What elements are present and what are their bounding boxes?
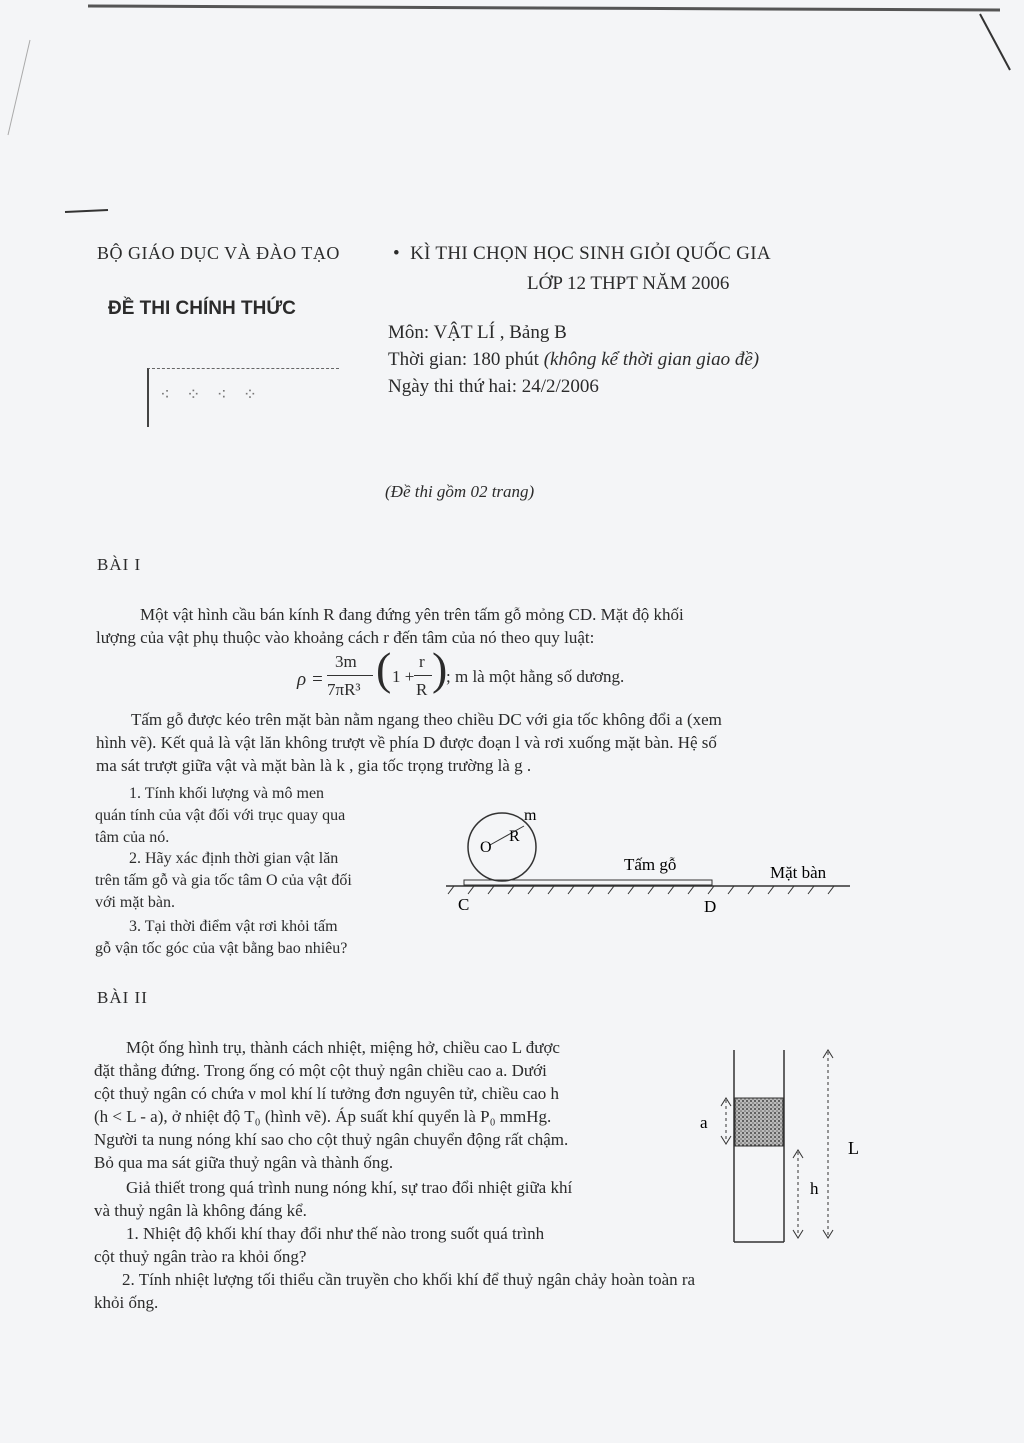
subject-line: Môn: VẬT LÍ , Bảng B [388, 322, 567, 343]
figure-tube [690, 1040, 880, 1250]
problem1-title: BÀI I [97, 555, 142, 574]
official-exam-label: ĐỀ THI CHÍNH THỨC [108, 298, 296, 319]
time-text: Thời gian: 180 phút [388, 349, 539, 370]
label-table: Mặt bàn [770, 863, 827, 882]
label-D: D [704, 897, 717, 916]
problem1-intro-line: Một vật hình cầu bán kính R đang đứng yên trên tấm gỗ mỏng CD. Mặt độ khối [140, 605, 684, 624]
question-line: cột thuỷ ngân trào ra khỏi ống? [94, 1247, 307, 1266]
problem2-question-1 [94, 1222, 544, 1268]
label-C: C [458, 895, 470, 914]
question-line: 3. Tại thời điểm vật rơi khỏi tấm [129, 918, 338, 935]
problem2-title: BÀI II [97, 988, 148, 1007]
formula-close-paren: ) [432, 643, 448, 694]
exam-date: Ngày thi thứ hai: 24/2/2006 [388, 376, 599, 397]
problem1-question-2 [95, 848, 352, 914]
exam-title-line-2: LỚP 12 THPT NĂM 2006 [527, 273, 730, 294]
problem2-line: Giả thiết trong quá trình nung nóng khí, sự trao đổi nhiệt giữa khí [126, 1178, 573, 1197]
question-line: 1. Tính khối lượng và mô men [129, 785, 325, 802]
mercury-column [735, 1098, 783, 1146]
table-hatching [448, 886, 834, 894]
formula-fraction-bar [327, 675, 373, 676]
question-line: với mặt bàn. [95, 894, 175, 911]
label-R: R [509, 828, 520, 845]
formula-open-paren: ( [376, 643, 392, 694]
exam-title-text: KÌ THI CHỌN HỌC SINH GIỎI QUỐC GIA [410, 243, 771, 264]
question-line: quán tính của vật đối với trục quay qua [95, 807, 346, 824]
label-m: m [524, 807, 537, 824]
problem1-para2 [96, 708, 722, 777]
problem2-line: (h < L - a), ở nhiệt độ T₀ (hình vẽ). Áp suất khí quyển là P₀ mmHg. [94, 1107, 552, 1126]
formula-numerator: 3m [335, 652, 357, 671]
formula-tail: ; m là một hằng số dương. [446, 667, 625, 686]
stamp-mark: ⁖ ⁘ ⁖ ⁘ [160, 385, 264, 404]
formula-R: R [416, 680, 428, 699]
label-h: h [810, 1179, 819, 1198]
label-O: O [480, 839, 492, 856]
label-L: L [848, 1138, 859, 1158]
problem2-para2 [94, 1176, 572, 1222]
formula-inner-bar [414, 675, 432, 676]
problem2-line: Người ta nung nóng khí sao cho cột thuỷ ngân chuyển động rất chậm. [94, 1130, 569, 1149]
label-a: a [700, 1113, 708, 1132]
problem1-question-3 [95, 916, 347, 960]
problem1-intro-line: lượng của vật phụ thuộc vào khoảng cách r đến tâm của nó theo quy luật: [96, 628, 595, 647]
problem2-line: Một ống hình trụ, thành cách nhiệt, miệng hở, chiều cao L được [126, 1038, 560, 1057]
question-line: trên tấm gỗ và gia tốc tâm O của vật đối [95, 872, 352, 889]
exam-title-line-1: • KÌ THI CHỌN HỌC SINH GIỎI QUỐC GIA [393, 243, 771, 264]
problem1-para2-line: hình vẽ). Kết quả là vật lăn không trượt về phía D được đoạn l và rơi xuống mặt bàn. Hệ số [96, 733, 717, 752]
time-line [388, 349, 759, 371]
problem2-line: đặt thẳng đứng. Trong ống có một cột thuỷ ngân chiều cao a. Dưới [94, 1061, 547, 1080]
formula-denominator: 7πR³ [327, 680, 361, 699]
problem1-question-1 [95, 783, 345, 849]
problem2-line: cột thuỷ ngân có chứa ν mol khí lí tưởng đơn nguyên tử, chiều cao h [94, 1084, 559, 1103]
label-board: Tấm gỗ [624, 855, 677, 874]
problem2-para1 [94, 1036, 568, 1174]
time-note: (không kể thời gian giao đề) [543, 349, 760, 370]
question-line: 1. Nhiệt độ khối khí thay đổi như thế nào trong suốt quá trình [126, 1224, 545, 1243]
formula-one-plus: 1 + [392, 667, 415, 686]
problem2-question-2 [94, 1268, 695, 1314]
problem2-line: Bỏ qua ma sát giữa thuỷ ngân và thành ống. [94, 1153, 394, 1172]
formula-r: r [419, 652, 425, 671]
question-line: khỏi ống. [94, 1293, 159, 1312]
problem1-para2-line: Tấm gỗ được kéo trên mặt bàn nằm ngang theo chiều DC với gia tốc không đổi a (xem [131, 710, 722, 729]
formula-rho: ρ = [297, 669, 324, 690]
ministry-name: BỘ GIÁO DỤC VÀ ĐÀO TẠO [97, 243, 340, 263]
question-line: tâm của nó. [95, 829, 170, 846]
problem2-line: và thuỷ ngân là không đáng kể. [94, 1201, 307, 1220]
question-line: 2. Tính nhiệt lượng tối thiểu cần truyền cho khối khí để thuỷ ngân chảy hoàn toàn ra [122, 1270, 696, 1289]
pages-note: (Đề thi gồm 02 trang) [385, 482, 535, 501]
problem1-para2-line: ma sát trượt giữa vật và mặt bàn là k , gia tốc trọng trường là g . [96, 756, 532, 775]
question-line: 2. Hãy xác định thời gian vật lăn [129, 850, 339, 867]
question-line: gỗ vận tốc góc của vật bằng bao nhiêu? [95, 940, 348, 957]
figure-sphere-on-board [440, 800, 860, 920]
